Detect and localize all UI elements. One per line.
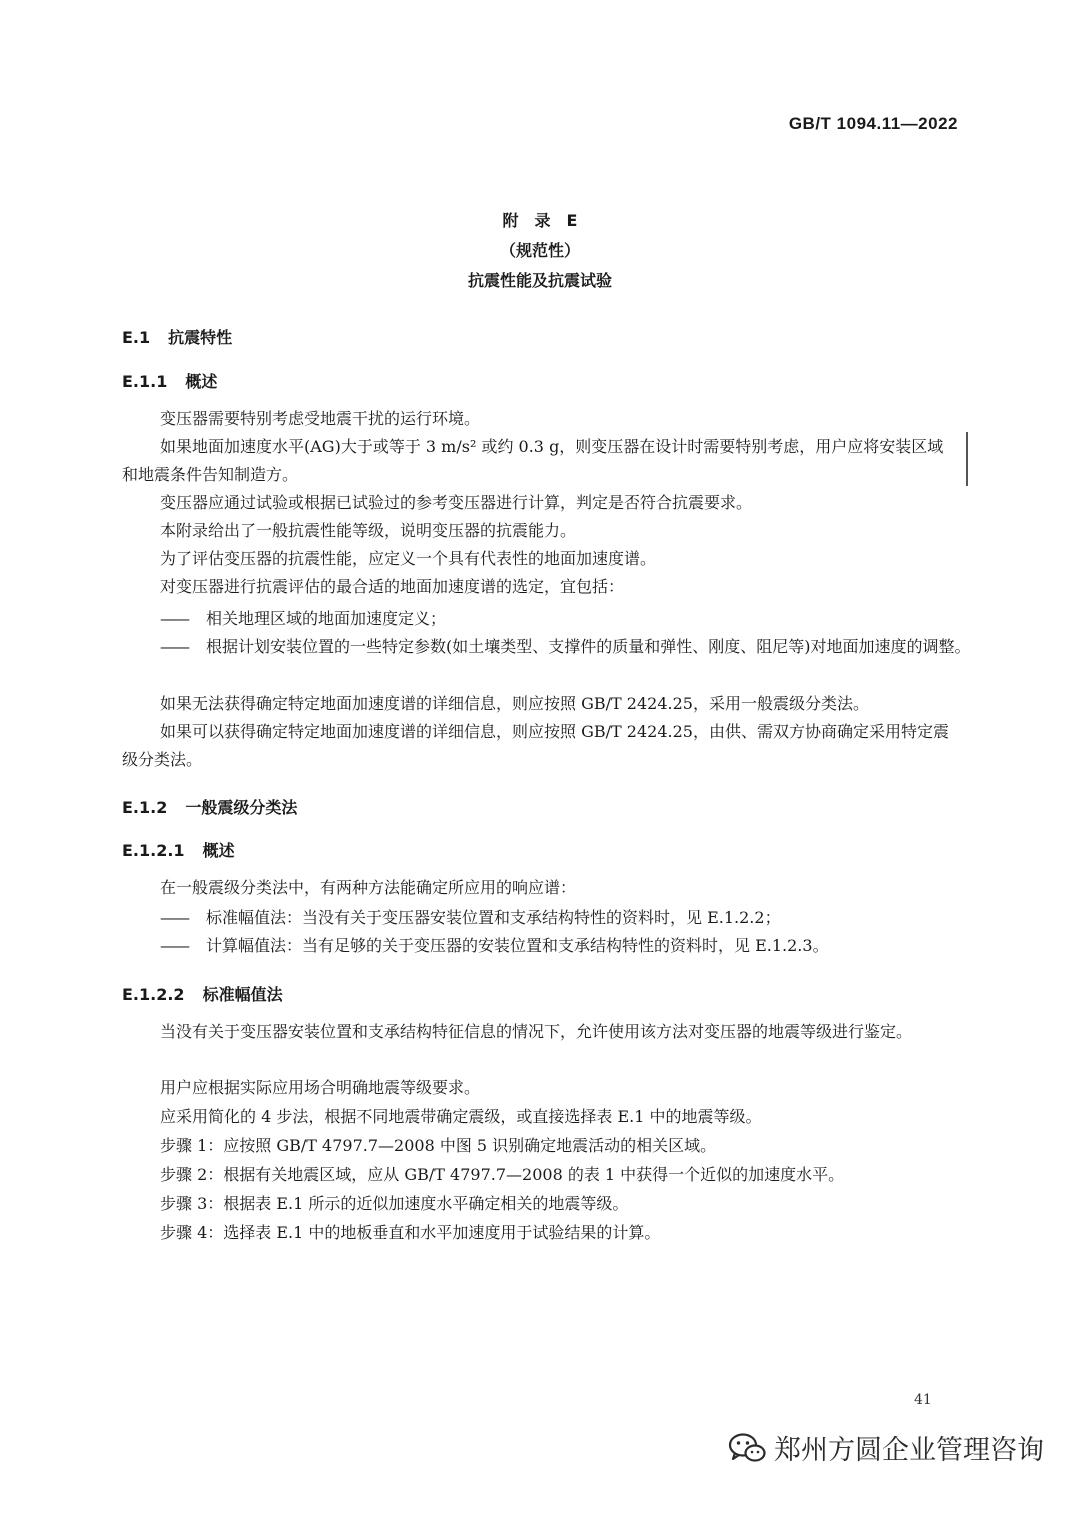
paragraph: 如果可以获得确定特定地面加速度谱的详细信息，则应按照 GB/T 2424.25，由供、需双方协商确定采用特定震级分类法。 [122,722,949,769]
paragraph: 变压器需要特别考虑受地震干扰的运行环境。 [160,409,481,428]
dash-list-item [160,904,1004,932]
section-heading-e1-2 [122,795,297,818]
page-number: 41 [914,1392,932,1408]
section-title: 抗震特性 [168,328,233,347]
paragraph: 在一般震级分类法中，有两种方法能确定所应用的响应谱： [160,878,577,897]
paragraph: 如果地面加速度水平(AG)大于或等于 3 m/s² 或约 0.3 g，则变压器在设计时需要特别考虑，用户应将安装区域和地震条件告知制造方。 [122,437,944,484]
section-title: 概述 [202,841,235,860]
appendix-title: 附 录 E [502,211,578,230]
watermark [728,1428,1044,1467]
wechat-icon [728,1432,766,1464]
paragraph: 步骤 3：根据表 E.1 所示的近似加速度水平确定相关的地震等级。 [160,1194,629,1213]
appendix-nature: （规范性） [499,241,580,260]
paragraph: 为了评估变压器的抗震性能，应定义一个具有代表性的地面加速度谱。 [160,549,657,568]
dash-mark: —— [160,908,188,927]
section-heading-e1-1 [122,369,217,392]
standard-code: GB/T 1094.11—2022 [788,114,958,133]
section-title: 一般震级分类法 [185,798,298,817]
section-number: E.1 [122,328,151,347]
paragraph: 当没有关于变压器安装位置和支承结构特征信息的情况下，允许使用该方法对变压器的地震等级进行鉴定。 [160,1022,913,1041]
paragraph: 步骤 1：应按照 GB/T 4797.7—2008 中图 5 识别确定地震活动的相关区域。 [160,1136,717,1155]
dash-item-text: 相关地理区域的地面加速度定义； [206,609,447,628]
paragraph: 变压器应通过试验或根据已试验过的参考变压器进行计算，判定是否符合抗震要求。 [160,493,753,512]
section-number: E.1.1 [122,372,168,391]
section-heading-e1-2-1 [122,838,235,861]
dash-item-text: 根据计划安装位置的一些特定参数(如土壤类型、支撑件的质量和弹性、刚度、阻尼等)对地面加速度的调整。 [206,637,971,656]
dash-mark: —— [160,637,188,656]
dash-mark: —— [160,936,188,955]
dash-list-item [160,605,1004,633]
section-heading-e1 [122,325,232,348]
dash-list-item [160,932,1004,960]
dash-list-item [160,633,1004,661]
paragraph: 步骤 4：选择表 E.1 中的地板垂直和水平加速度用于试验结果的计算。 [160,1223,661,1242]
section-heading-e1-2-2 [122,982,283,1005]
section-title: 概述 [185,372,218,391]
section-number: E.1.2 [122,798,168,817]
section-number: E.1.2.1 [122,841,185,860]
paragraph: 应采用简化的 4 步法，根据不同地震带确定震级，或直接选择表 E.1 中的地震等级。 [160,1107,762,1126]
paragraph: 步骤 2：根据有关地震区域，应从 GB/T 4797.7—2008 的表 1 中获得一个近似的加速度水平。 [160,1165,845,1184]
watermark-text: 郑州方圆企业管理咨询 [774,1435,1044,1466]
paragraph: 本附录给出了一般抗震性能等级，说明变压器的抗震能力。 [160,521,577,540]
section-number: E.1.2.2 [122,985,185,1004]
appendix-subject: 抗震性能及抗震试验 [467,271,612,290]
dash-mark: —— [160,609,188,628]
section-title: 标准幅值法 [202,985,283,1004]
paragraph: 用户应根据实际应用场合明确地震等级要求。 [160,1078,481,1097]
paragraph: 对变压器进行抗震评估的最合适的地面加速度谱的选定，宜包括： [160,577,625,596]
scan-edge-mark [966,432,968,486]
paragraph: 如果无法获得确定特定地面加速度谱的详细信息，则应按照 GB/T 2424.25，采用一般震级分类法。 [160,694,869,713]
dash-item-text: 计算幅值法：当有足够的关于变压器的安装位置和支承结构特性的资料时，见 E.1.2.3。 [206,936,829,955]
dash-item-text: 标准幅值法：当没有关于变压器安装位置和支承结构特性的资料时，见 E.1.2.2； [206,908,781,927]
